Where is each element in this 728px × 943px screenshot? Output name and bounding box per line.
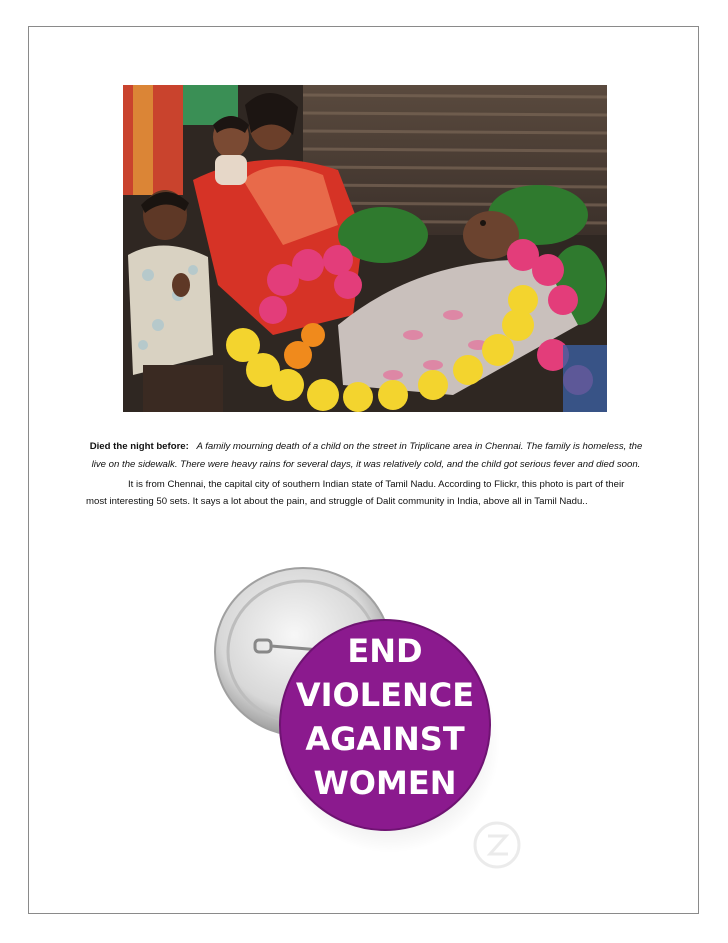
body-paragraph-text: It is from Chennai, the capital city of southern Indian state of Tamil Nadu. According to Flickr, this photo is part of their most interesting 50 sets. It says a lot about the pain, and struggle of Dalit community in India, above all in Tamil Nadu.. bbox=[86, 479, 625, 507]
badge-illustration bbox=[200, 560, 540, 880]
photo-caption bbox=[86, 438, 646, 474]
end-violence-badge bbox=[200, 560, 540, 880]
body-paragraph bbox=[86, 476, 646, 510]
badge-line-2: VIOLENCE bbox=[295, 676, 475, 714]
watermark-logo-icon bbox=[475, 823, 519, 867]
badge-line-1: END bbox=[347, 632, 423, 670]
caption-text: A family mourning death of a child on the street in Triplicane area in Chennai. The family is homeless, the live on the sidewalk. There were heavy rains for several days, it was relatively cold, and the child got serious fever and died soon. bbox=[91, 441, 643, 470]
badge-line-4: WOMEN bbox=[313, 764, 457, 802]
badge-line-3: AGAINST bbox=[305, 720, 465, 758]
mourning-family-photo bbox=[123, 85, 607, 412]
caption-lead: Died the night before: bbox=[89, 441, 189, 452]
photo-illustration bbox=[123, 85, 607, 412]
